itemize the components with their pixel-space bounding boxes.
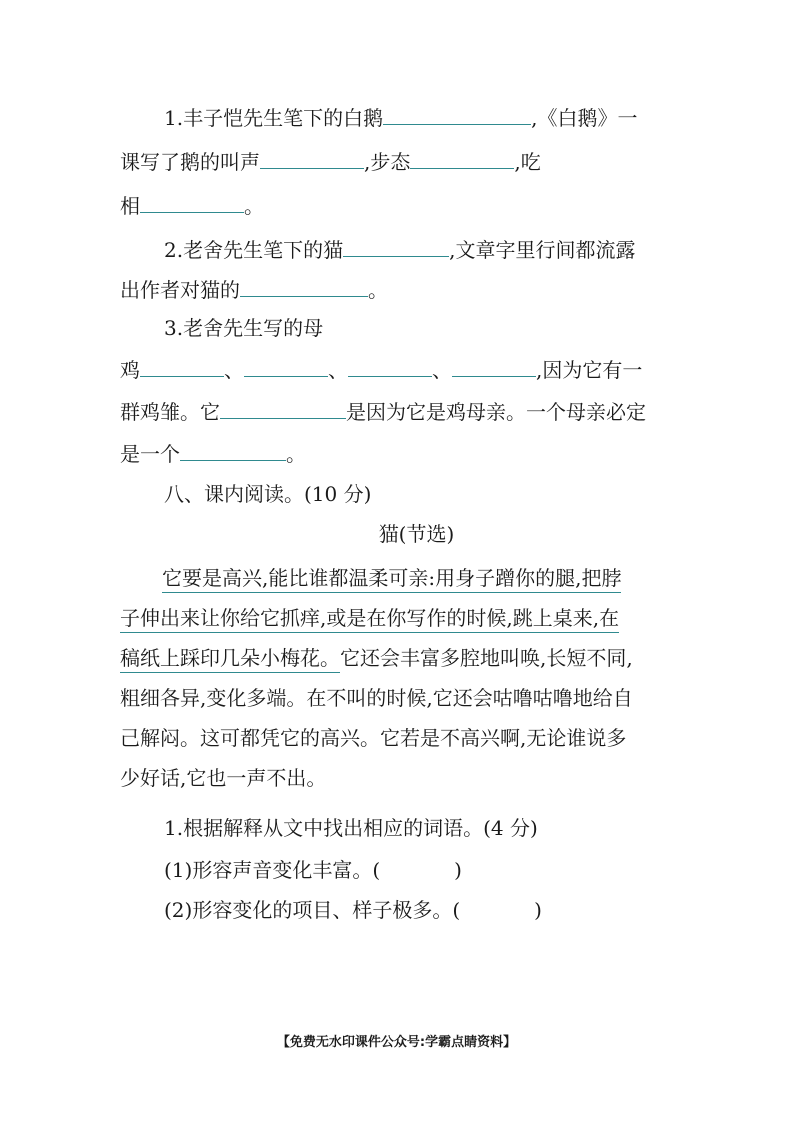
q-item1-text-f: 相 [120, 194, 140, 218]
answer-blank[interactable] [348, 354, 432, 377]
underlined-sentence: 它要是高兴,能比谁都温柔可亲:用身子蹭你的腿,把脖 [162, 566, 621, 593]
q-item2-line2 [0, 274, 793, 304]
passage-line-2 [0, 604, 793, 632]
underlined-sentence: 子伸出来让你给它抓痒,或是在你写作的时候,跳上桌来,在 [120, 606, 619, 633]
answer-blank[interactable] [452, 354, 536, 377]
section-heading [0, 480, 793, 508]
answer-blank[interactable] [383, 102, 531, 125]
question-1-text: 1.根据解释从文中找出相应的词语。(4 分) [164, 816, 538, 840]
question-1 [0, 814, 793, 842]
q-item3-line3 [0, 396, 793, 426]
separator-comma: 、 [432, 358, 452, 382]
underlined-sentence: 稿纸上踩印几朵小梅花。 [120, 646, 340, 673]
q-item1-line3 [0, 190, 793, 220]
question-1-2-text: (2)形容变化的项目、样子极多。( [164, 898, 461, 922]
q-item1-text-c: 课写了鹅的叫声 [120, 150, 260, 174]
q-item1-line1 [0, 102, 793, 132]
q-item2-text-d: 。 [368, 278, 388, 302]
answer-blank[interactable] [240, 274, 368, 297]
q-item3-text-g: 。 [286, 442, 306, 466]
question-1-2 [0, 896, 793, 924]
answer-blank[interactable] [140, 354, 224, 377]
answer-blank[interactable] [343, 234, 449, 257]
passage-line-3 [0, 644, 793, 672]
q-item3-line4 [0, 438, 793, 468]
q-item1-text-d: ,步态 [364, 150, 411, 174]
q-item1-text-e: ,吃 [514, 150, 541, 174]
answer-blank[interactable] [140, 190, 244, 213]
answer-blank[interactable] [244, 354, 328, 377]
q-item1-text-a: 1.丰子恺先生笔下的白鹅 [164, 106, 384, 130]
answer-blank[interactable] [180, 438, 286, 461]
answer-blank[interactable] [260, 146, 364, 169]
q-item2-text-c: 出作者对猫的 [120, 278, 240, 302]
q-item3-text-f: 是一个 [120, 442, 180, 466]
passage-text: 粗细各异,变化多端。在不叫的时候,它还会咕噜咕噜地给自 [120, 686, 633, 710]
section-heading-text: 八、课内阅读。(10 分) [164, 482, 372, 506]
q-item3-text-c: ,因为它有一 [536, 358, 643, 382]
separator-comma: 、 [328, 358, 348, 382]
answer-blank[interactable] [220, 396, 346, 419]
q-item1-line2 [0, 146, 793, 176]
q-item1-text-b: ,《白鹅》一 [531, 106, 638, 130]
passage-text: 它还会丰富多腔地叫唤,长短不同, [340, 646, 633, 670]
passage-line-4 [0, 684, 793, 712]
q-item3-text-d: 群鸡雏。它 [120, 400, 220, 424]
passage-title-text: 猫(节选) [378, 522, 455, 546]
passage-line-6 [0, 764, 793, 792]
passage-line-5 [0, 724, 793, 752]
q-item2-text-b: ,文章字里行间都流露 [449, 238, 636, 262]
q-item1-text-g: 。 [244, 194, 264, 218]
close-paren: ) [534, 898, 542, 922]
q-item2-line1 [0, 234, 793, 264]
q-item3-text-a: 3.老舍先生写的母 [164, 316, 324, 340]
question-1-1 [0, 856, 793, 884]
q-item3-line1 [0, 314, 793, 342]
footer-note: 【免费无水印课件公众号:学霸点睛资料】 [276, 1035, 517, 1050]
passage-text: 少好话,它也一声不出。 [120, 766, 327, 790]
separator-comma: 、 [224, 358, 244, 382]
q-item3-line2 [0, 354, 793, 384]
q-item2-text-a: 2.老舍先生笔下的猫 [164, 238, 344, 262]
answer-blank[interactable] [410, 146, 514, 169]
close-paren: ) [454, 858, 462, 882]
passage-line-1 [0, 564, 793, 592]
passage-text: 己解闷。这可都凭它的高兴。它若是不高兴啊,无论谁说多 [120, 726, 627, 750]
q-item3-text-e: 是因为它是鸡母亲。一个母亲必定 [346, 400, 646, 424]
q-item3-text-b: 鸡 [120, 358, 140, 382]
passage-title [0, 520, 793, 548]
question-1-1-text: (1)形容声音变化丰富。( [164, 858, 381, 882]
